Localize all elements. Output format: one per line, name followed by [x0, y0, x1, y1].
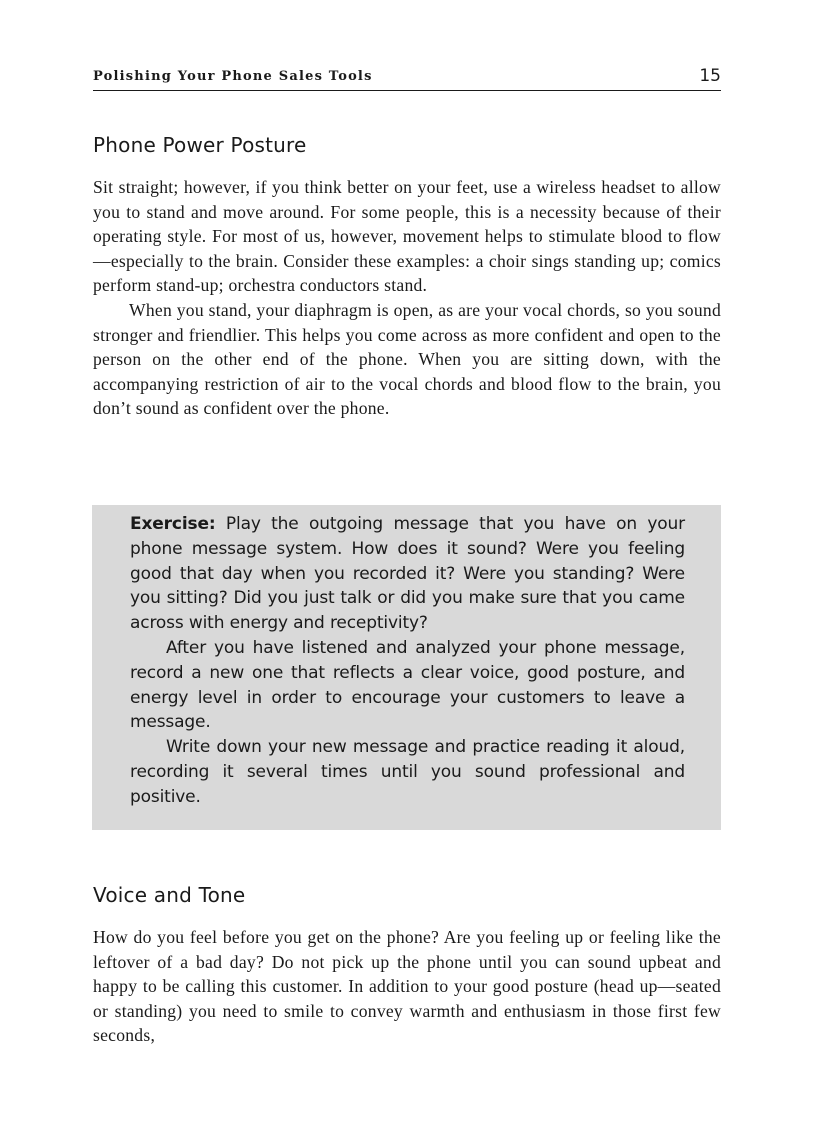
paragraph: How do you feel before you get on the phone? Are you feeling up or feeling like the leftover of a bad day? Do not pick up the phone until you can sound upbeat and happy to be calling this customer. In addition to your good posture (head up—seated or standing) you need to smile to convey warmth and enthusiasm in those first few seconds, — [93, 927, 721, 1046]
exercise-callout — [92, 505, 721, 830]
exercise-paragraph: Play the outgoing message that you have on your phone message system. How does it sound? Were you feeling good that day when you recorded it? Were you standing? Were you sitting? Did you just talk or did you make sure that you came across with energy and receptivity? — [130, 514, 686, 634]
exercise-paragraph: Write down your new message and practice reading it aloud, recording it several times until you sound professional and positive. — [130, 737, 685, 807]
exercise-label: Exercise: — [130, 514, 216, 534]
section-body-phone-power-posture — [93, 175, 721, 421]
exercise-body — [130, 512, 685, 810]
exercise-paragraph: After you have listened and analyzed your phone message, record a new one that reflects a clear voice, good posture, and energy level in order to encourage your customers to leave a message. — [130, 637, 685, 733]
paragraph: When you stand, your diaphragm is open, as are your vocal chords, so you sound stronger and friendlier. This helps you come across as more confident and open to the person on the other end of the phone. When you are sitting down, with the accompanying restriction of air to the vocal chords and blood flow to the brain, you don’t sound as confident over the phone. — [93, 299, 721, 419]
section-heading-voice-and-tone: Voice and Tone — [93, 883, 246, 907]
section-heading-phone-power-posture: Phone Power Posture — [93, 133, 307, 157]
paragraph: Sit straight; however, if you think better on your feet, use a wireless headset to allow you to stand and move around. For some people, this is a necessity because of their operating style. For most of us, however, movement helps to stimulate blood to flow—especially to the brain. Consider these examples: a choir sings standing up; comics perform stand-up; orchestra conductors stand. — [93, 177, 721, 296]
section-body-voice-and-tone — [93, 925, 721, 1048]
running-title: Polishing Your Phone Sales Tools — [93, 69, 373, 84]
running-header — [93, 66, 721, 91]
page-number: 15 — [699, 66, 721, 86]
